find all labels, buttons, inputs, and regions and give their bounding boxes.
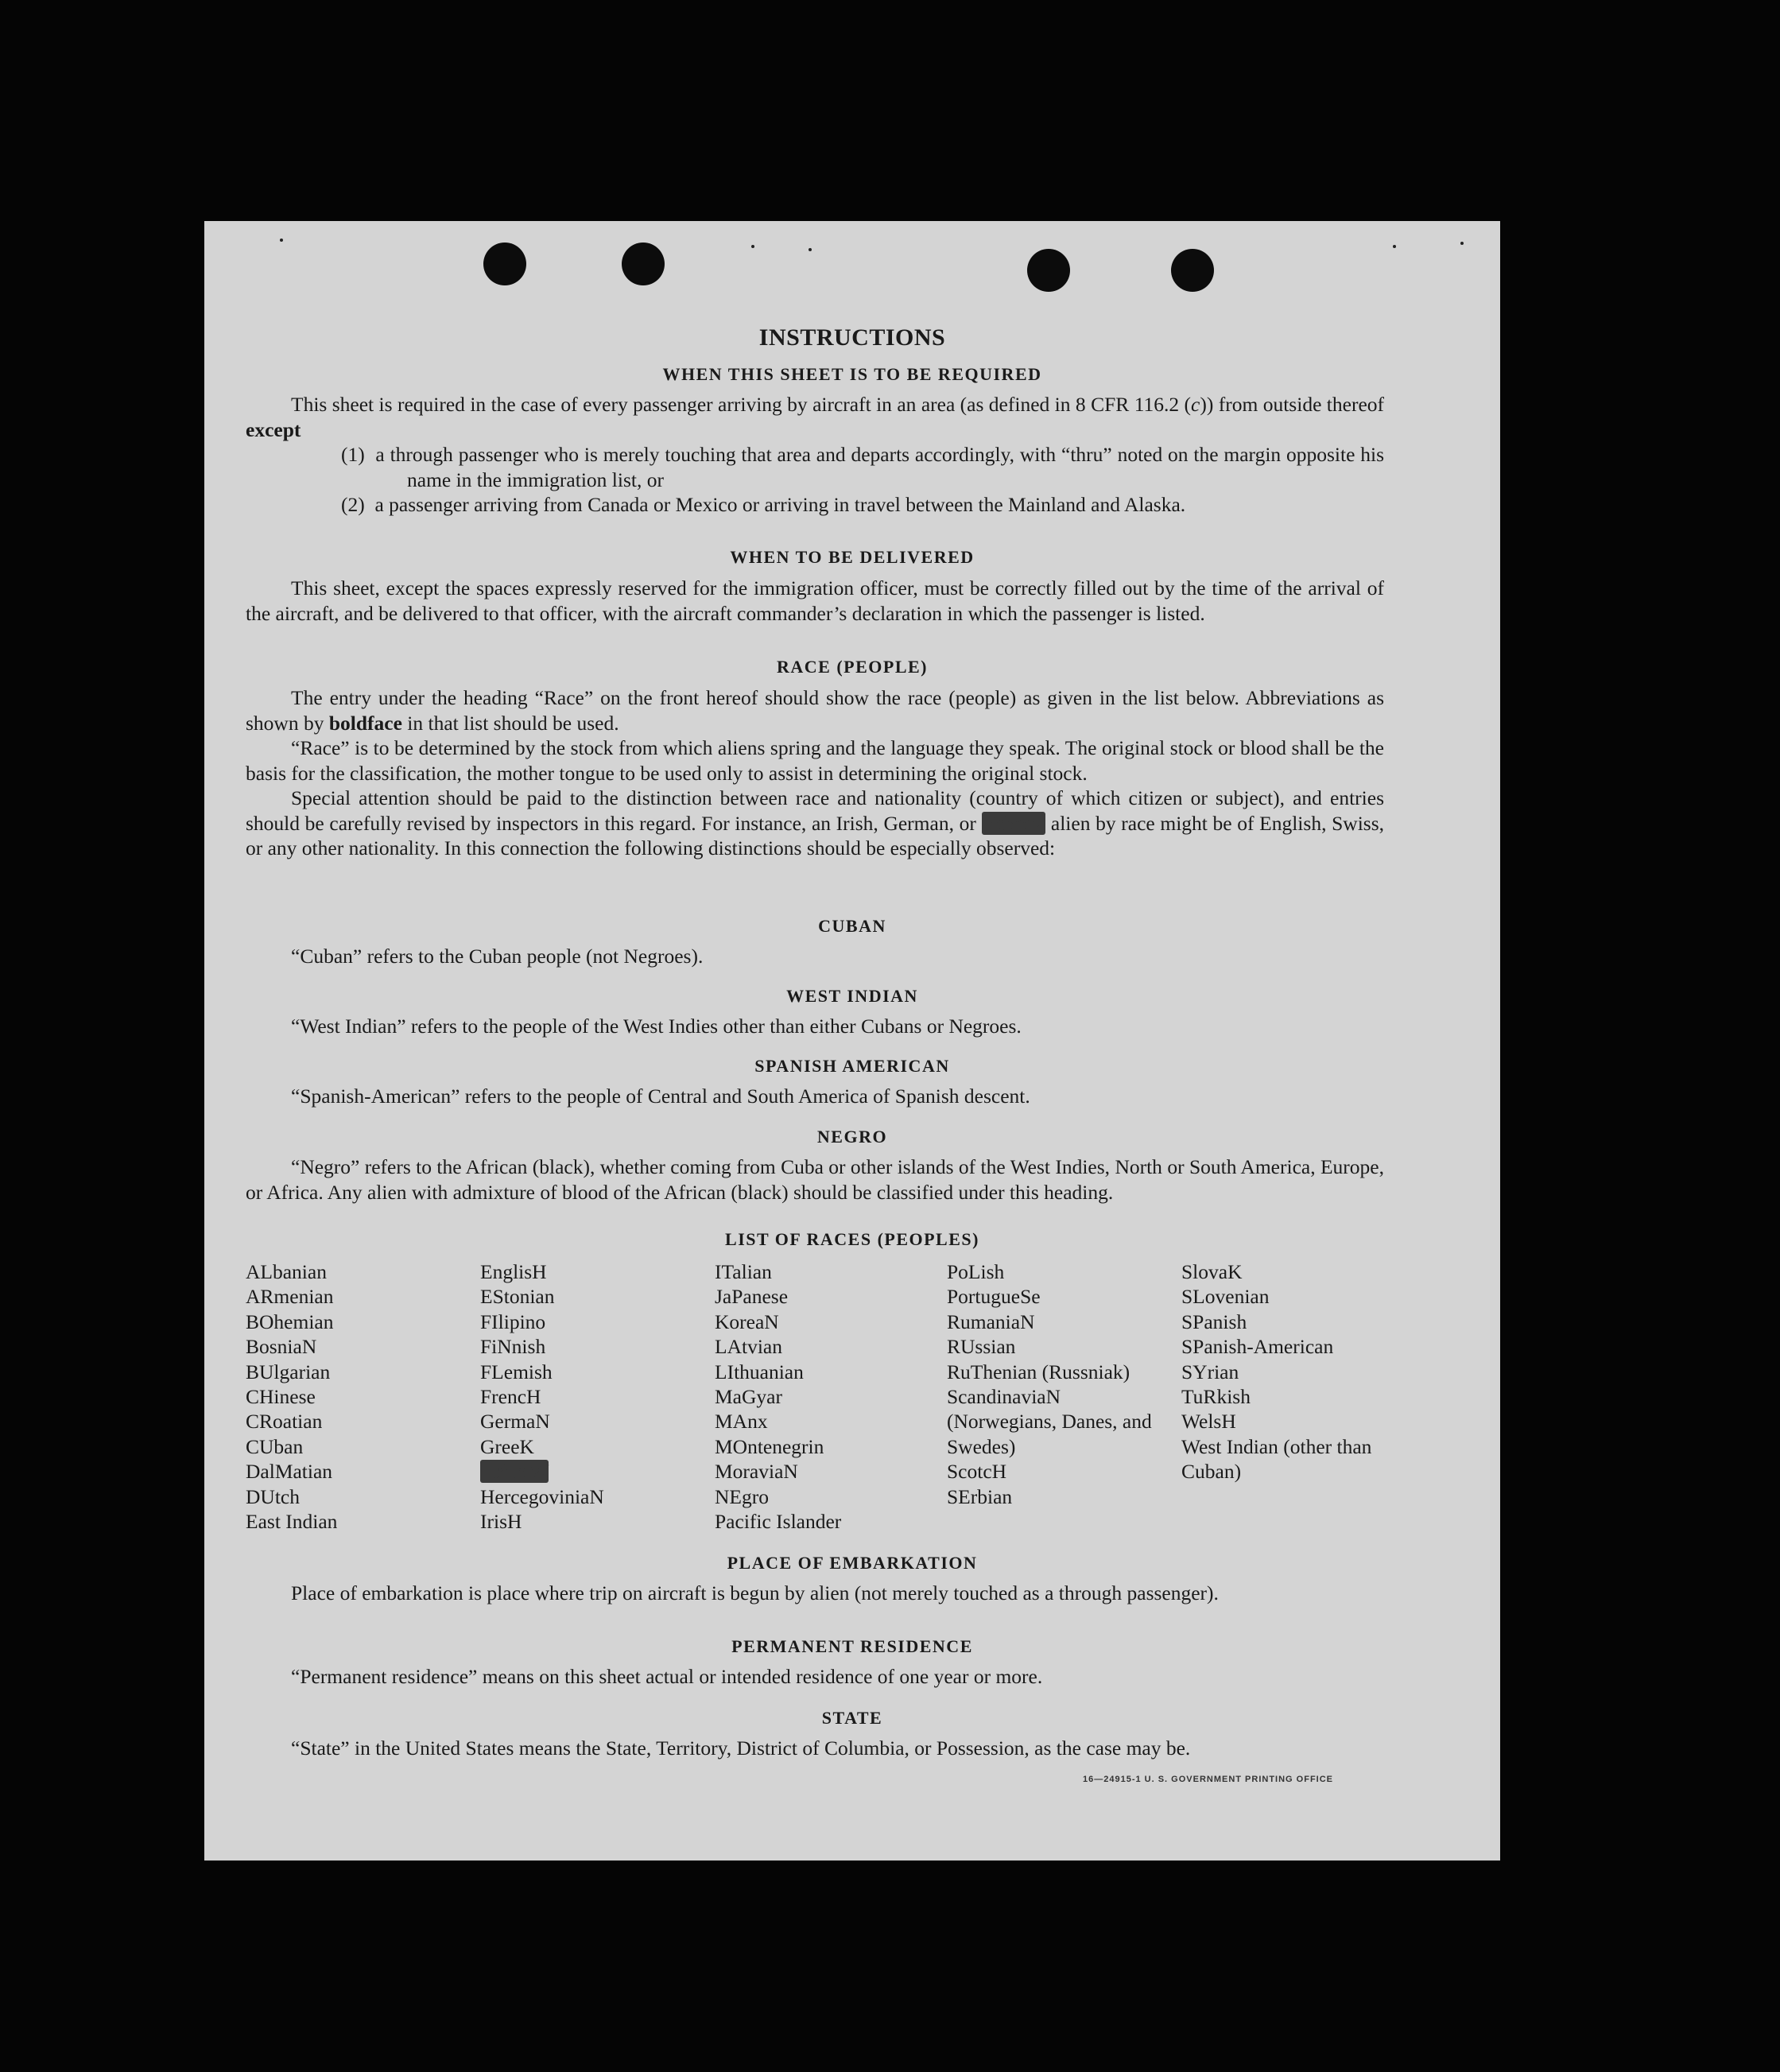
heading-residence: PERMANENT RESIDENCE bbox=[731, 1636, 973, 1656]
speck bbox=[809, 248, 812, 251]
page-title: INSTRUCTIONS bbox=[758, 324, 946, 351]
race-item: LIthuanian bbox=[715, 1360, 804, 1383]
race-item: WelsH bbox=[1181, 1410, 1236, 1434]
race-item: SPanish-American bbox=[1181, 1335, 1334, 1359]
races-column-3 bbox=[715, 1259, 841, 1534]
race-item: IrisH bbox=[480, 1510, 522, 1534]
race-item: PoLish bbox=[947, 1260, 1005, 1283]
race-item: MoraviaN bbox=[715, 1460, 798, 1484]
race-item: SlovaK bbox=[1181, 1260, 1243, 1283]
race-item: BUlgarian bbox=[246, 1360, 331, 1383]
redacted-word: Hebrew bbox=[981, 811, 1046, 835]
race-item: LAtvian bbox=[715, 1335, 782, 1359]
speck bbox=[280, 239, 283, 242]
race-item: ITalian bbox=[715, 1260, 772, 1283]
race-text: The entry under the heading “Race” on the front hereof should show the race (people) as given in the list below. Abbreviations as shown by boldface in that list should be used. “Race” is to be determined by the stock from which aliens spring and the language they speak. The original stock or blood shall be the basis for the classification, the mother tongue to be used only to assist in determining the original stock. Special attention should be paid to the distinction between race and nationality (country of which citizen or subject), and entries should be carefully revised by inspectors in this regard. For instance, an Irish, German, or Hebrew alien by race might be of English, Swiss, or any other nationality. In this connection the following distinctions should be especially observed: bbox=[246, 686, 1384, 859]
race-item: FrencH bbox=[480, 1385, 541, 1409]
race-item: RUssian bbox=[947, 1335, 1016, 1359]
race-item: HercegoviniaN bbox=[480, 1484, 604, 1508]
residence-text: “Permanent residence” means on this sheet actual or intended residence of one year or more. bbox=[291, 1665, 1043, 1688]
race-item: MaGyar bbox=[715, 1385, 782, 1409]
heading-negro: NEGRO bbox=[816, 1127, 888, 1147]
speck bbox=[1460, 242, 1464, 245]
race-item: SPanish bbox=[1181, 1310, 1247, 1333]
state-text: “State” in the United States means the State, Territory, District of Columbia, or Possession, as the case may be. bbox=[291, 1736, 1191, 1760]
races-column-1 bbox=[246, 1259, 337, 1534]
races-column-4 bbox=[947, 1259, 1161, 1509]
race-item: EStonian bbox=[480, 1285, 555, 1309]
heading-cuban: CUBAN bbox=[818, 916, 886, 936]
race-item: West Indian (other than Cuban) bbox=[1181, 1434, 1372, 1484]
race-item: ScandinaviaN (Norwegians, Danes, and Swedes) bbox=[947, 1385, 1152, 1458]
race-item: JaPanese bbox=[715, 1285, 789, 1309]
race-item: SLovenian bbox=[1181, 1285, 1270, 1309]
races-column-2 bbox=[480, 1259, 604, 1534]
race-item-redacted: HebreW bbox=[480, 1460, 549, 1484]
race-item: EnglisH bbox=[480, 1260, 547, 1283]
heading-races-list: LIST OF RACES (PEOPLES) bbox=[725, 1229, 979, 1249]
heading-delivered: WHEN TO BE DELIVERED bbox=[730, 547, 975, 567]
race-item: CRoatian bbox=[246, 1410, 323, 1434]
race-item: SErbian bbox=[947, 1484, 1013, 1508]
speck bbox=[751, 245, 754, 248]
race-item: TuRkish bbox=[1181, 1385, 1251, 1409]
race-item: RuThenian (Russniak) bbox=[947, 1360, 1130, 1383]
required-intro: This sheet is required in the case of every passenger arriving by aircraft in an area (as defined in 8 CFR 116.2 (c)) from outside thereof except bbox=[246, 393, 1385, 441]
race-item: ScotcH bbox=[947, 1460, 1007, 1484]
race-item: MOntenegrin bbox=[715, 1434, 824, 1458]
race-item: BOhemian bbox=[246, 1310, 334, 1333]
west-indian-text: “West Indian” refers to the people of the West Indies other than either Cubans or Negroes. bbox=[291, 1015, 1022, 1038]
punch-hole bbox=[1027, 249, 1070, 292]
race-item: East Indian bbox=[246, 1510, 338, 1534]
race-item: PortugueSe bbox=[947, 1285, 1041, 1309]
punch-hole bbox=[622, 243, 665, 285]
race-item: SYrian bbox=[1181, 1360, 1239, 1383]
race-item: NEgro bbox=[715, 1484, 769, 1508]
race-item: MAnx bbox=[715, 1410, 768, 1434]
delivered-text: This sheet, except the spaces expressly reserved for the immigration officer, must be correctly filled out by the time of the arrival of the aircraft, and be delivered to that officer, with the aircraft commander’s declaration in which the passenger is listed. bbox=[246, 576, 1384, 625]
race-item: FLemish bbox=[480, 1360, 553, 1383]
punch-hole bbox=[1171, 249, 1214, 292]
printer-footer: 16—24915-1 U. S. GOVERNMENT PRINTING OFFICE bbox=[1083, 1775, 1334, 1784]
race-item: FIlipino bbox=[480, 1310, 546, 1333]
race-item: FiNnish bbox=[480, 1335, 546, 1359]
heading-west-indian: WEST INDIAN bbox=[786, 986, 918, 1006]
race-item: GreeK bbox=[480, 1434, 534, 1458]
required-item-1: (1) a through passenger who is merely touching that area and departs accordingly, with “thru” noted on the margin opposite his name in the immigration list, or bbox=[341, 443, 1384, 491]
heading-race: RACE (PEOPLE) bbox=[777, 657, 928, 677]
punch-hole bbox=[483, 243, 526, 285]
race-item: CUban bbox=[246, 1434, 304, 1458]
heading-spanish-american: SPANISH AMERICAN bbox=[754, 1056, 950, 1076]
document-sheet bbox=[204, 221, 1500, 1861]
spanish-american-text: “Spanish-American” refers to the people of Central and South America of Spanish descent. bbox=[291, 1085, 1030, 1108]
embarkation-text: Place of embarkation is place where trip on aircraft is begun by alien (not merely touched as a through passenger). bbox=[291, 1581, 1219, 1604]
race-item: ALbanian bbox=[246, 1260, 327, 1283]
race-item: ARmenian bbox=[246, 1285, 334, 1309]
heading-required: WHEN THIS SHEET IS TO BE REQUIRED bbox=[662, 364, 1042, 384]
heading-embarkation: PLACE OF EMBARKATION bbox=[727, 1553, 978, 1573]
races-column-5 bbox=[1181, 1259, 1396, 1484]
cuban-text: “Cuban” refers to the Cuban people (not Negroes). bbox=[291, 945, 704, 968]
race-item: CHinese bbox=[246, 1385, 316, 1409]
race-item: KoreaN bbox=[715, 1310, 779, 1333]
race-item: Pacific Islander bbox=[715, 1510, 842, 1534]
race-item: BosniaN bbox=[246, 1335, 317, 1359]
race-item: DalMatian bbox=[246, 1460, 333, 1484]
required-item-2: (2) a passenger arriving from Canada or Mexico or arriving in travel between the Mainland and Alaska. bbox=[341, 493, 1186, 516]
race-item: RumaniaN bbox=[947, 1310, 1035, 1333]
race-item: GermaN bbox=[480, 1410, 550, 1434]
speck bbox=[1393, 245, 1396, 248]
race-item: DUtch bbox=[246, 1484, 300, 1508]
heading-state: STATE bbox=[821, 1708, 883, 1728]
negro-text: “Negro” refers to the African (black), whether coming from Cuba or other islands of the West Indies, North or South America, Europe, or Africa. Any alien with admixture of blood of the African (black) should be classified under this heading. bbox=[246, 1155, 1384, 1204]
